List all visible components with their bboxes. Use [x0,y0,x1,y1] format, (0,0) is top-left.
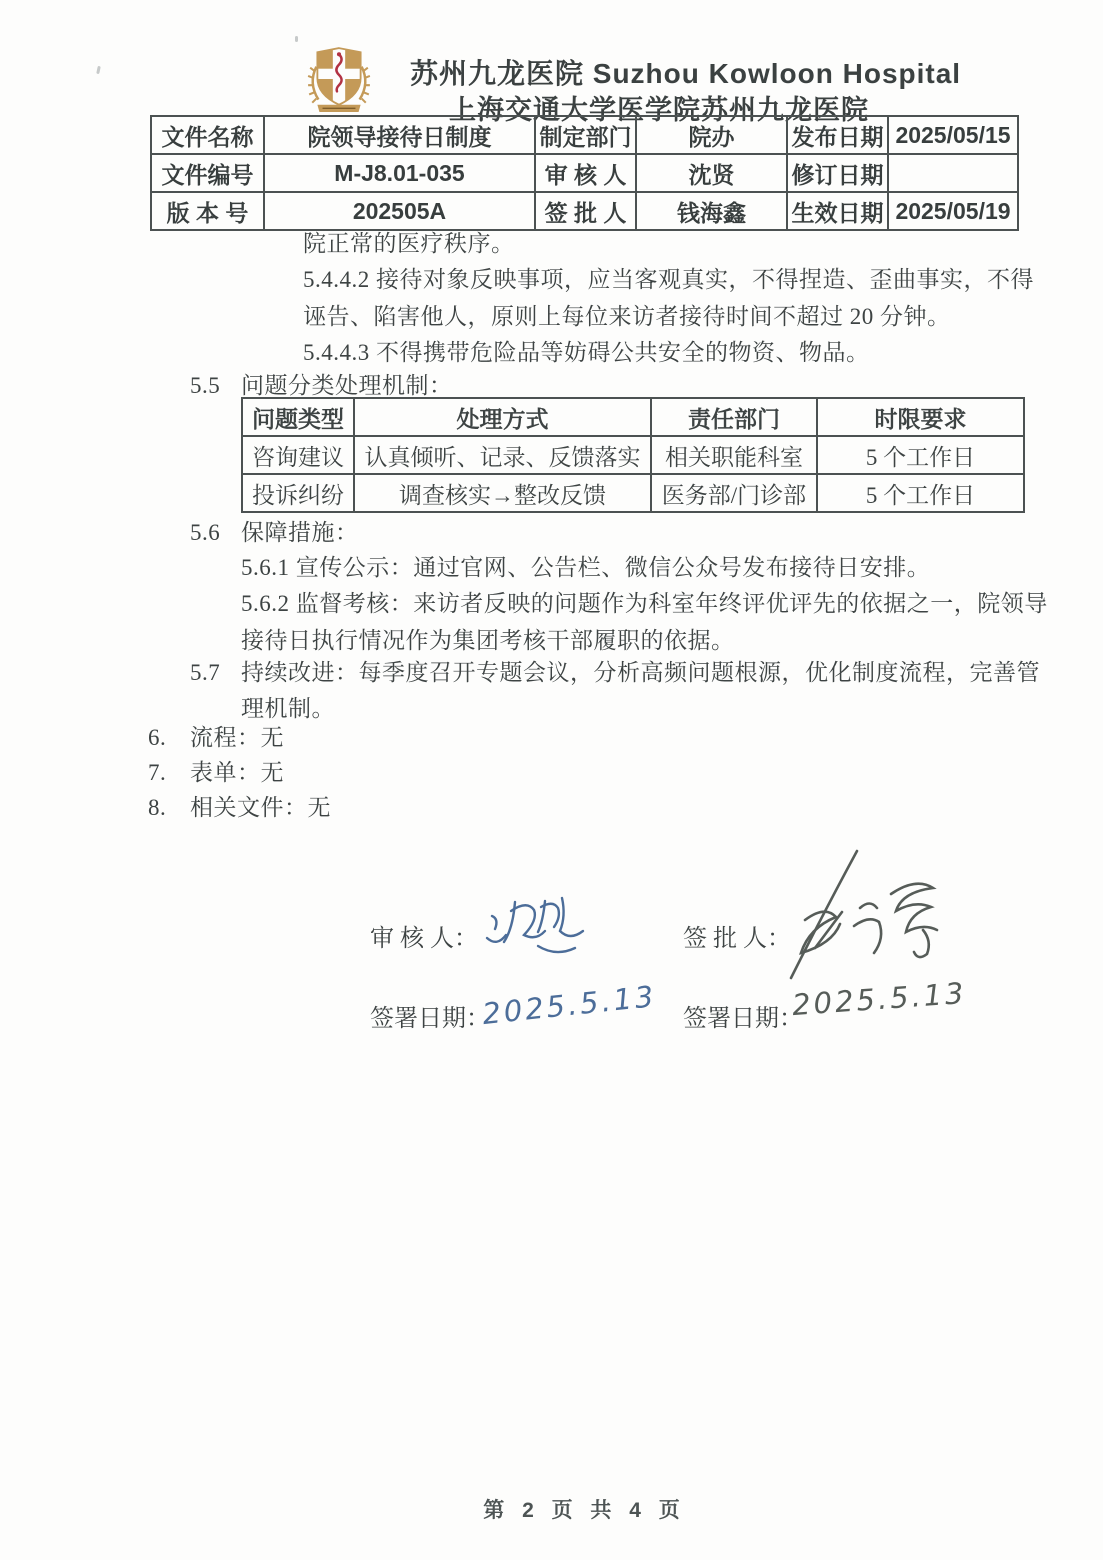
body-line: 5.6.2 监督考核：来访者反映的问题作为科室年终评优评先的依据之一，院领导 [241,591,1048,616]
sign-date-label-left: 签署日期： [370,1006,490,1032]
body-line [190,367,453,400]
doc-field-value [888,154,1018,192]
clause-text: 流程：无 [190,725,284,750]
hospital-title-affiliation: 上海交通大学医学院苏州九龙医院 [449,95,869,125]
clause-number: 6. [148,725,167,750]
reviewer-signature [478,886,590,968]
clause-number: 8. [148,795,167,820]
clause-text: 保障措施： [241,520,359,545]
doc-field-value: 钱海鑫 [636,192,787,230]
body-line [190,514,359,547]
table-cell: 相关职能科室 [651,436,817,474]
problem-handling-table [241,397,1025,513]
body-line [190,654,1040,687]
body-line: 5.4.4.2 接待对象反映事项，应当客观真实，不得捏造、歪曲事实，不得 [303,267,1034,292]
doc-field-value: 2025/05/19 [888,192,1018,230]
table-cell: 5 个工作日 [817,436,1024,474]
approver-signature [763,848,955,980]
column-header: 时限要求 [817,398,1024,436]
body-line [148,754,284,787]
clause-text: 持续改进：每季度召开专题会议，分析高频问题根源，优化制度流程，完善管 [241,660,1040,685]
body-line [148,789,331,822]
sign-date-label-right: 签署日期： [683,1006,803,1032]
clause-number: 7. [148,760,167,785]
doc-field-value: 202505A [264,192,535,230]
doc-field-label: 修订日期 [787,154,888,192]
document-info-table [150,115,1019,231]
table-cell: 5 个工作日 [817,474,1024,512]
table-cell: 医务部/门诊部 [651,474,817,512]
body-line [148,719,284,752]
doc-field-label: 生效日期 [787,192,888,230]
doc-field-value: 沈贤 [636,154,787,192]
body-line: 5.6.1 宣传公示：通过官网、公告栏、微信公众号发布接待日安排。 [241,555,931,580]
scan-artifact [96,66,101,74]
body-line: 5.4.4.3 不得携带危险品等妨碍公共安全的物资、物品。 [303,340,870,365]
table-row [151,154,1018,192]
table-header-row [242,398,1024,436]
reviewer-sign-date-handwritten: 2025.5.13 [480,978,658,1032]
table-cell: 咨询建议 [242,436,354,474]
hospital-shield-logo-icon [306,44,372,114]
table-row [151,192,1018,230]
doc-field-label: 版 本 号 [151,192,264,230]
doc-field-value: 院领导接待日制度 [264,116,535,154]
column-header: 处理方式 [354,398,651,436]
doc-field-label: 文件名称 [151,116,264,154]
body-line: 接待日执行情况作为集团考核干部履职的依据。 [241,628,735,653]
table-row [151,116,1018,154]
scan-artifact [295,36,298,42]
body-line: 院正常的医疗秩序。 [303,231,515,256]
clause-number: 5.7 [190,660,221,685]
doc-field-label: 签 批 人 [535,192,636,230]
approver-sign-date-handwritten: 2025.5.13 [791,975,968,1023]
clause-text: 问题分类处理机制： [241,373,453,398]
doc-field-label: 审 核 人 [535,154,636,192]
table-row [242,436,1024,474]
doc-field-value: 2025/05/15 [888,116,1018,154]
clause-number: 5.5 [190,373,221,398]
doc-field-value: M-J8.01-035 [264,154,535,192]
column-header: 责任部门 [651,398,817,436]
table-cell: 认真倾听、记录、反馈落实 [354,436,651,474]
hospital-title-bilingual: 苏州九龙医院 Suzhou Kowloon Hospital [410,58,962,89]
page-number: 第 2 页 共 4 页 [483,1499,686,1522]
table-row [242,474,1024,512]
table-cell: 调查核实→整改反馈 [354,474,651,512]
clause-text: 表单：无 [190,760,284,785]
column-header: 问题类型 [242,398,354,436]
clause-text: 相关文件：无 [190,795,331,820]
body-line: 诬告、陷害他人，原则上每位来访者接待时间不超过 20 分钟。 [303,304,951,329]
approver-label: 签 批 人： [683,926,791,952]
table-cell: 投诉纠纷 [242,474,354,512]
doc-field-label: 发布日期 [787,116,888,154]
body-line: 理机制。 [241,696,335,721]
clause-number: 5.6 [190,520,221,545]
doc-field-value: 院办 [636,116,787,154]
doc-field-label: 制定部门 [535,116,636,154]
doc-field-label: 文件编号 [151,154,264,192]
reviewer-label: 审 核 人： [370,926,478,952]
